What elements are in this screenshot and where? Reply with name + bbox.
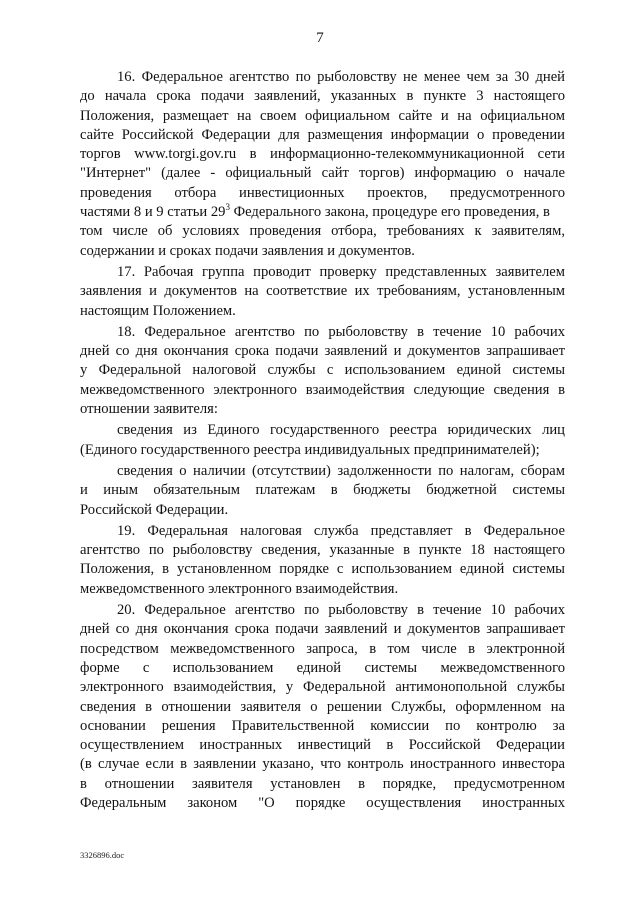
text-line: 16. Федеральное агентство по рыболовству не менее чем за 30 дней [117,69,565,85]
text-line: межведомственного электронного взаимодействия следующие сведения в [80,381,565,398]
text-line: 17. Рабочая группа проводит проверку представленных заявителем [117,263,565,280]
text-line: сведения о наличии (отсутствии) задолженности по налогам, сборам [117,462,565,479]
text-line: у Федеральной налоговой службы с использованием единой системы [80,362,565,379]
document-file-code: 3326896.doc [80,850,125,860]
text-line: Федеральным законом "О порядке осуществления иностранных [80,794,565,811]
paragraph-17 [80,263,565,321]
list-item-taxes [80,462,565,520]
text-line: торгов www.torgi.gov.ru в информационно-телекоммуникационной сети [80,146,565,163]
paragraph-20 [80,601,565,813]
text-line: дней со дня окончания срока подачи заявлений и документов запрашивает [80,343,565,360]
text-line: осуществлением иностранных инвестиций в Российской Федерации [80,737,565,754]
text-line: Российской Федерации. [80,501,229,518]
text-line: посредством межведомственного запроса, в том числе в электронной [80,640,565,657]
text-line: в отношении заявителя установлен в порядке, предусмотренном [80,775,565,792]
text-line: Положения, в установленном порядке с использованием единой системы [80,561,565,578]
text-line: сведения из Единого государственного реестра юридических лиц [117,422,565,439]
text-line: (в случае если в заявлении указано, что контроль иностранного инвестора [80,756,565,773]
text-line: сведения в отношении заявителя о решении Службы, оформленном на [80,698,565,715]
text-line: и иным обязательным платежам в бюджеты бюджетной системы [80,482,565,499]
text-fragment: частями 8 и 9 статьи 29 [80,204,226,221]
text-line: дней со дня окончания срока подачи заявлений и документов запрашивает [80,621,565,638]
text-line: агентство по рыболовству сведения, указанные в пункте 18 настоящего [80,542,565,559]
list-item-registry [80,421,565,460]
text-fragment: Федерального закона, процедуре его проведения, в [229,204,550,221]
text-line: отношении заявителя: [80,401,218,418]
paragraph-16 [80,68,565,261]
paragraph-18 [80,323,565,419]
text-line: том числе об условиях проведения отбора, требованиях к заявителям, [80,223,565,240]
text-line: сайте Российской Федерации для размещения информации о проведении [80,126,565,143]
text-line: электронного взаимодействия, у Федеральной антимонопольной службы [80,679,565,696]
text-line [80,203,565,222]
text-line: проведения отбора инвестиционных проектов, предусмотренного [80,184,565,201]
text-line: содержании и сроках подачи заявления и документов. [80,242,415,259]
text-line: основании решения Правительственной комиссии по контролю за [80,717,565,734]
document-body [80,68,565,813]
page-number: 7 [316,30,324,46]
paragraph-19 [80,522,565,599]
text-line: до начала срока подачи заявлений, указанных в пункте 3 настоящего [80,88,565,105]
text-line: 19. Федеральная налоговая служба представляет в Федеральное [117,522,565,539]
text-line: форме с использованием единой системы межведомственного [80,659,565,676]
text-line: (Единого государственного реестра индивидуальных предпринимателей); [80,441,540,458]
text-line: настоящим Положением. [80,302,236,319]
superscript: 3 [225,202,230,213]
text-line: "Интернет" (далее - официальный сайт торгов) информацию о начале [80,165,565,182]
text-line: заявления и документов на соответствие их требованиям, установленным [80,283,565,300]
text-line: межведомственного электронного взаимодействия. [80,580,399,597]
text-line: 20. Федеральное агентство по рыболовству в течение 10 рабочих [117,602,565,619]
text-line: Положения, размещает на своем официальном сайте и на официальном [80,107,565,124]
text-line: 18. Федеральное агентство по рыболовству в течение 10 рабочих [117,323,565,340]
